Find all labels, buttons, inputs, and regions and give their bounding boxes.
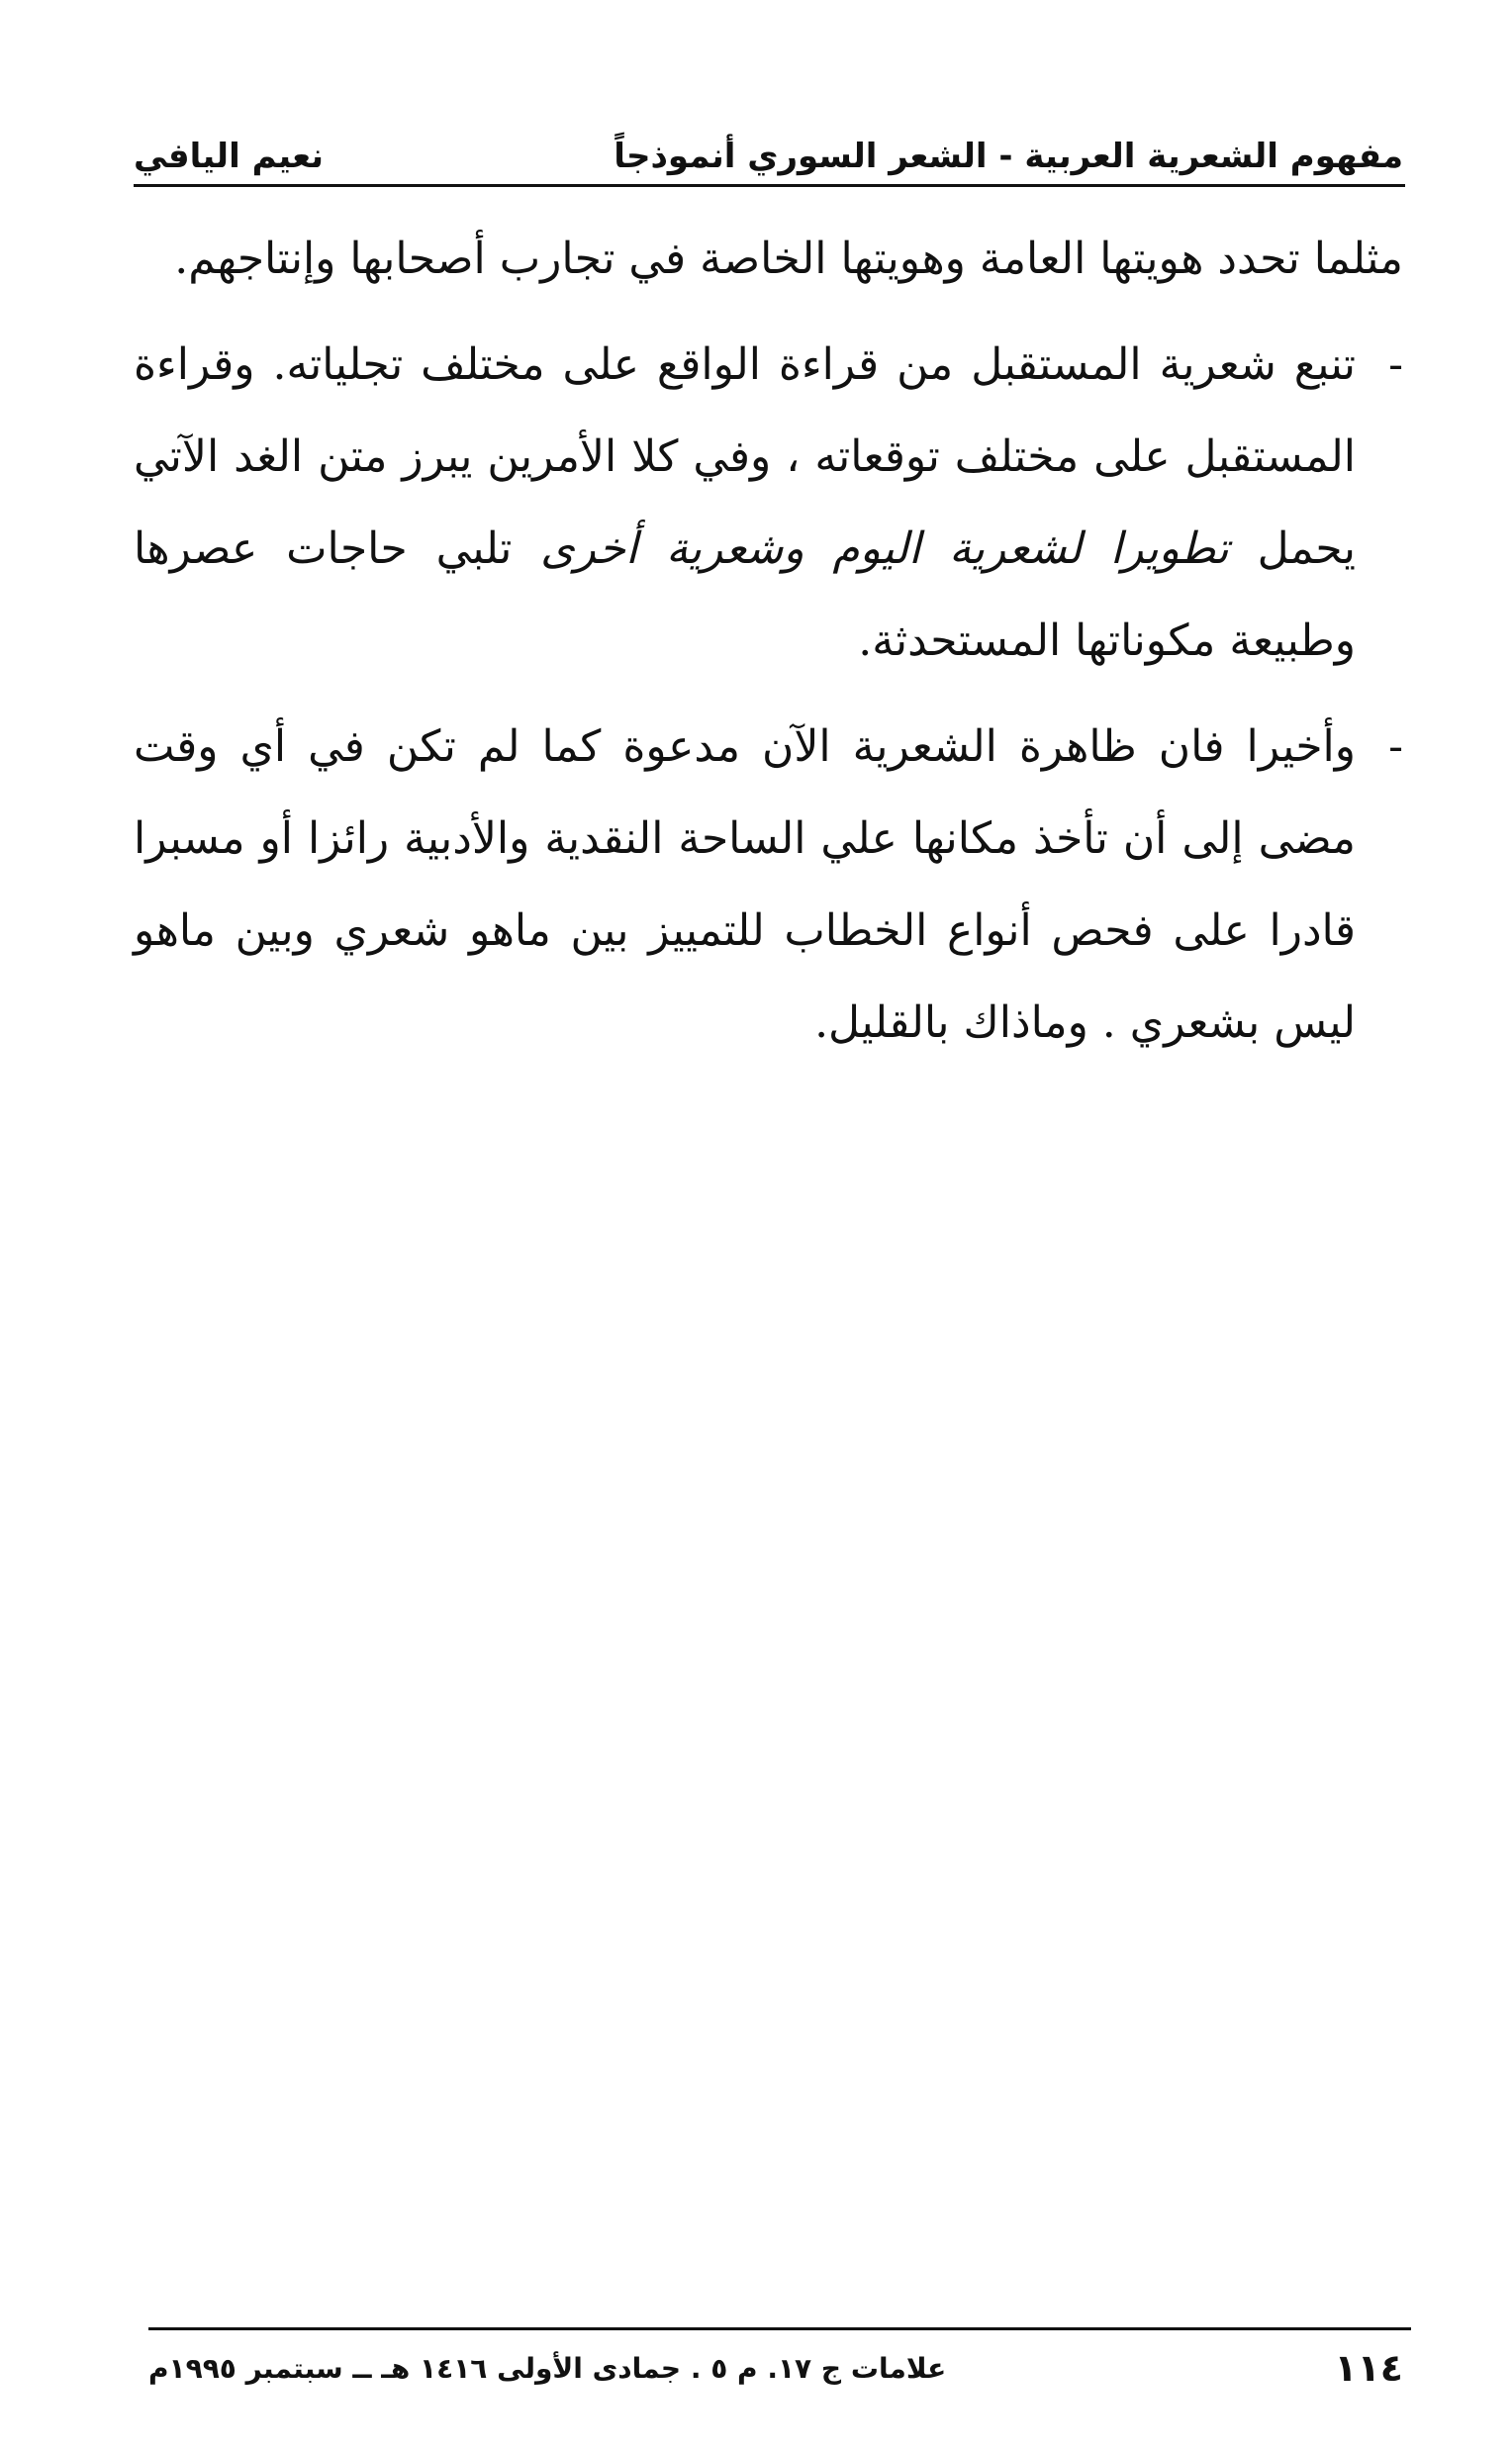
bullet-paragraph-future xyxy=(134,319,1403,687)
bullet-italic-text: تطويرا لشعرية اليوم وشعرية أخرى xyxy=(540,523,1229,574)
header-title: مفهوم الشعرية العربية - الشعر السوري أنموذجاً xyxy=(614,137,1403,176)
paragraph-text: مثلما تحدد هويتها العامة وهويتها الخاصة في تجارب أصحابها وإنتاجهم. xyxy=(174,234,1403,284)
bullet-dash: - xyxy=(1388,721,1403,772)
running-header xyxy=(134,117,1403,176)
body-text xyxy=(134,213,1403,1069)
bullet-paragraph-finally xyxy=(134,701,1403,1069)
running-footer xyxy=(148,2343,1403,2393)
paragraph-continuation xyxy=(134,213,1403,305)
bullet-text xyxy=(134,319,1356,687)
header-author: نعيم اليافي xyxy=(134,137,325,176)
bullet-text-before-italic: تنبع شعرية المستقبل من قراءة الواقع على مختلف تجلياته. وقراءة المستقبل على مختلف توقعاته ، وفي كلا الأمرين يبرز متن الغد الآتي يحمل xyxy=(134,339,1356,574)
footer-divider xyxy=(148,2327,1411,2330)
bullet-text-after-italic: تلبي حاجات عصرها وطبيعة مكوناتها المستحدثة. xyxy=(134,523,1356,666)
header-divider xyxy=(134,184,1405,187)
page-number: ١١٤ xyxy=(1334,2346,1403,2390)
bullet-dash: - xyxy=(1388,339,1403,390)
journal-info: علامات ج ١٧. م ٥ . جمادى الأولى ١٤١٦ هـ ــ سبتمبر ١٩٩٥م xyxy=(148,2351,947,2385)
bullet-text: وأخيرا فان ظاهرة الشعرية الآن مدعوة كما لم تكن في أي وقت مضى إلى أن تأخذ مكانها علي الساحة النقدية والأدبية رائزا أو مسبرا قادرا على فحص أنواع الخطاب للتمييز بين ماهو شعري وبين ماهو ليس بشعري . وماذاك بالقليل. xyxy=(134,721,1356,1048)
